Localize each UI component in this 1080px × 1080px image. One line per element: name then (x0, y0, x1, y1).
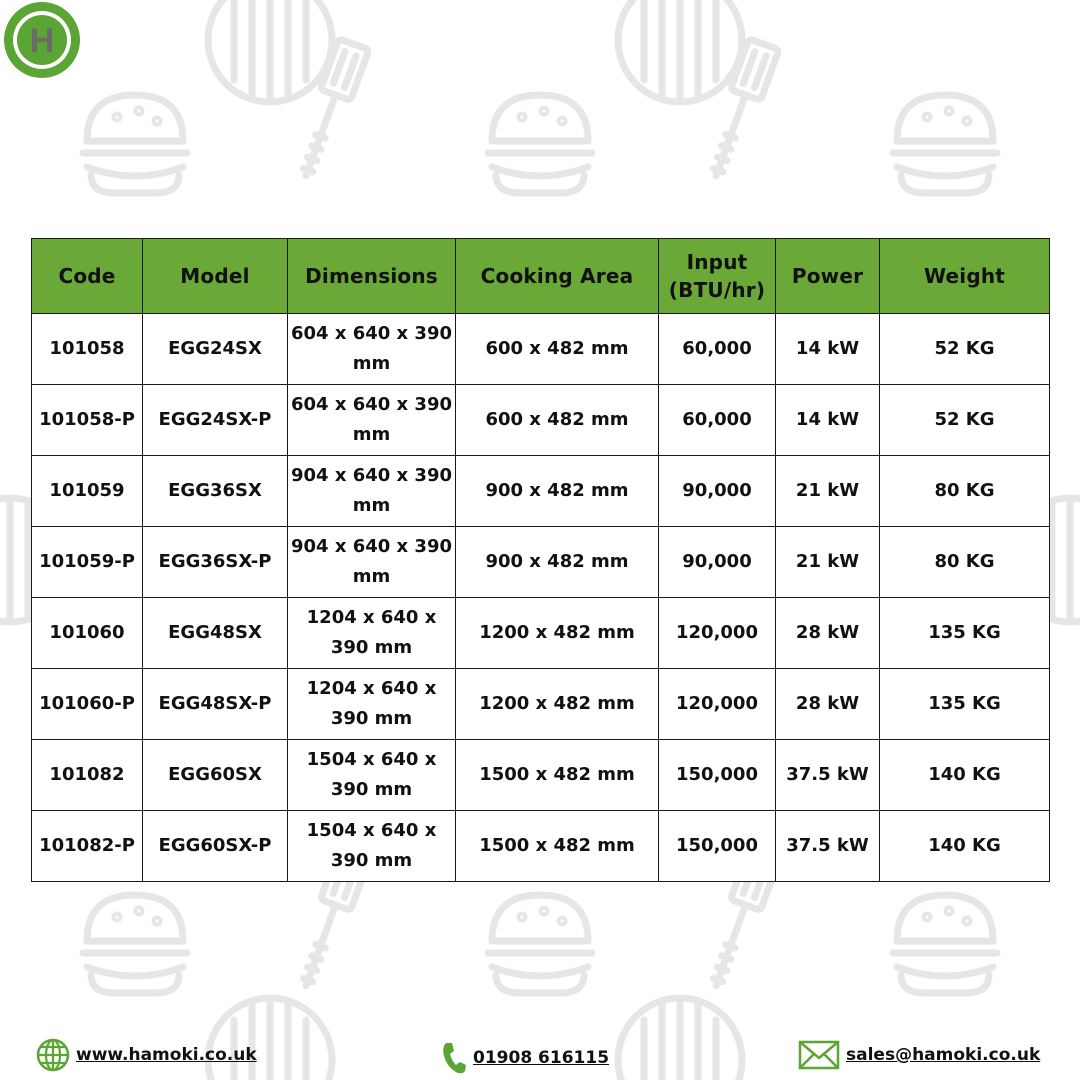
cell-dimensions: 604 x 640 x 390 mm (288, 314, 456, 385)
cell-input: 90,000 (659, 456, 776, 527)
logo-letter: H (29, 22, 55, 60)
cell-weight: 140 KG (880, 740, 1050, 811)
table-row (32, 385, 1050, 456)
cell-code: 101058 (32, 314, 143, 385)
header-model: Model (143, 239, 288, 314)
cell-code: 101059-P (32, 527, 143, 598)
table-row (32, 811, 1050, 882)
cell-code: 101059 (32, 456, 143, 527)
envelope-icon (798, 1040, 840, 1070)
cell-input: 90,000 (659, 527, 776, 598)
cell-dimensions: 604 x 640 x 390 mm (288, 385, 456, 456)
cell-input: 60,000 (659, 314, 776, 385)
cell-input: 150,000 (659, 740, 776, 811)
cell-power: 21 kW (776, 456, 880, 527)
cell-model: EGG24SX (143, 314, 288, 385)
cell-weight: 52 KG (880, 314, 1050, 385)
cell-weight: 140 KG (880, 811, 1050, 882)
cell-cooking-area: 1200 x 482 mm (456, 598, 659, 669)
header-weight: Weight (880, 239, 1050, 314)
cell-input: 120,000 (659, 598, 776, 669)
cell-dimensions: 1204 x 640 x 390 mm (288, 598, 456, 669)
globe-icon (36, 1038, 70, 1072)
cell-code: 101082 (32, 740, 143, 811)
table-header-row (32, 239, 1050, 314)
cell-power: 28 kW (776, 669, 880, 740)
cell-model: EGG48SX-P (143, 669, 288, 740)
cell-power: 21 kW (776, 527, 880, 598)
cell-input: 120,000 (659, 669, 776, 740)
spec-table (31, 238, 1050, 882)
email-text[interactable]: sales@hamoki.co.uk (846, 1045, 1041, 1065)
cell-code: 101060 (32, 598, 143, 669)
hamoki-logo (0, 0, 84, 84)
header-power: Power (776, 239, 880, 314)
cell-dimensions: 1504 x 640 x 390 mm (288, 740, 456, 811)
table-row (32, 456, 1050, 527)
cell-model: EGG24SX-P (143, 385, 288, 456)
table-row (32, 598, 1050, 669)
header-dimensions: Dimensions (288, 239, 456, 314)
cell-cooking-area: 600 x 482 mm (456, 314, 659, 385)
cell-model: EGG36SX-P (143, 527, 288, 598)
cell-weight: 80 KG (880, 527, 1050, 598)
cell-code: 101060-P (32, 669, 143, 740)
header-cooking-area: Cooking Area (456, 239, 659, 314)
header-code: Code (32, 239, 143, 314)
cell-weight: 52 KG (880, 385, 1050, 456)
cell-weight: 135 KG (880, 669, 1050, 740)
cell-cooking-area: 900 x 482 mm (456, 456, 659, 527)
cell-dimensions: 1204 x 640 x 390 mm (288, 669, 456, 740)
website-link[interactable] (36, 1038, 257, 1072)
cell-cooking-area: 1500 x 482 mm (456, 811, 659, 882)
cell-input: 150,000 (659, 811, 776, 882)
cell-power: 37.5 kW (776, 811, 880, 882)
cell-model: EGG48SX (143, 598, 288, 669)
table-row (32, 314, 1050, 385)
phone-text[interactable]: 01908 616115 (473, 1048, 610, 1068)
table-row (32, 740, 1050, 811)
cell-power: 14 kW (776, 385, 880, 456)
cell-code: 101082-P (32, 811, 143, 882)
email-link[interactable] (798, 1040, 1040, 1070)
table-row (32, 527, 1050, 598)
header-input: Input (BTU/hr) (659, 239, 776, 314)
cell-dimensions: 904 x 640 x 390 mm (288, 527, 456, 598)
cell-dimensions: 1504 x 640 x 390 mm (288, 811, 456, 882)
table-row (32, 669, 1050, 740)
cell-weight: 80 KG (880, 456, 1050, 527)
phone-icon (441, 1041, 467, 1075)
cell-cooking-area: 1500 x 482 mm (456, 740, 659, 811)
cell-model: EGG60SX (143, 740, 288, 811)
cell-power: 28 kW (776, 598, 880, 669)
website-text[interactable]: www.hamoki.co.uk (76, 1045, 257, 1065)
cell-code: 101058-P (32, 385, 143, 456)
cell-cooking-area: 600 x 482 mm (456, 385, 659, 456)
cell-input: 60,000 (659, 385, 776, 456)
cell-model: EGG36SX (143, 456, 288, 527)
cell-dimensions: 904 x 640 x 390 mm (288, 456, 456, 527)
cell-cooking-area: 900 x 482 mm (456, 527, 659, 598)
cell-power: 37.5 kW (776, 740, 880, 811)
cell-cooking-area: 1200 x 482 mm (456, 669, 659, 740)
cell-weight: 135 KG (880, 598, 1050, 669)
cell-power: 14 kW (776, 314, 880, 385)
cell-model: EGG60SX-P (143, 811, 288, 882)
phone-link[interactable] (441, 1041, 609, 1075)
